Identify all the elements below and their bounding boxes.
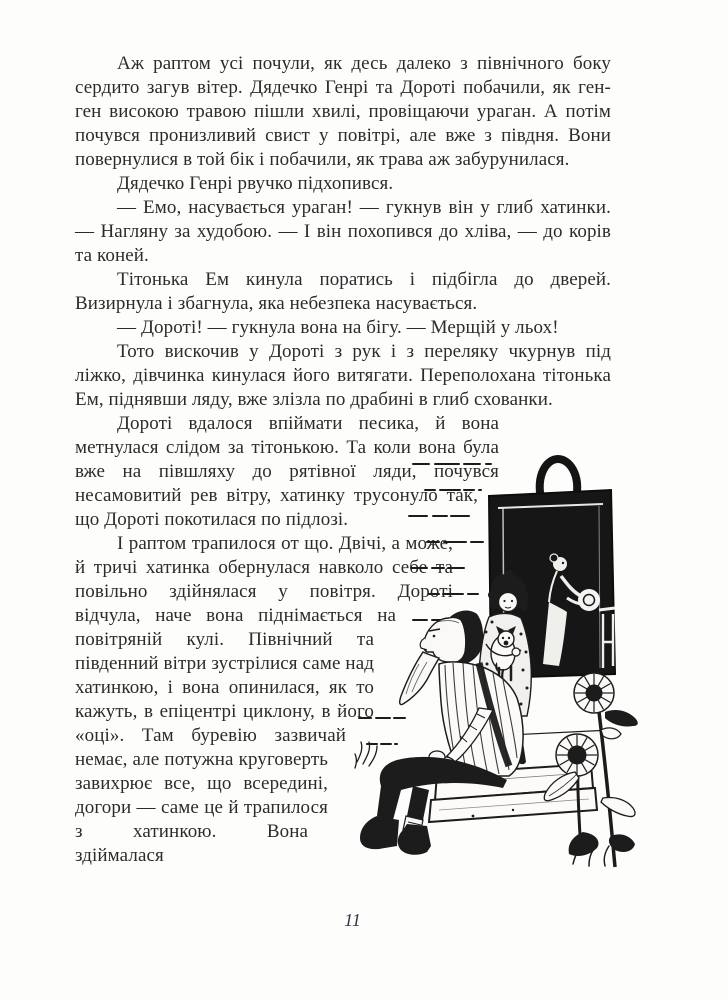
paragraph: Тітонька Ем кинула поратись і підбігла до дверей. Визирнула і збагнула, яка небезпека насувається. xyxy=(75,269,611,314)
paragraph: І раптом трапилося от що. Двічі, а може, й тричі хатинка обернулася навколо себе та повільно здійнялася у повітря. Дороті відчула, наче вона піднімається на повітряній кулі. Північний та південний вітри зустрілися саме над хатинкою, і вона опинилася, як то кажуть, в епіцентрі циклону, в його «оці». Там буревію зазвичай немає, але потужна круговерть завихрює все, що всередині, догори — саме це й трапилося з хатинкою. Вона здіймалася xyxy=(75,533,453,866)
page-number: 11 xyxy=(344,910,361,930)
paragraph: Тото вискочив у Дороті з рук і з переляку чкурнув під ліжко, дівчинка кинулася його витягати. Переполохана тітонька Ем, піднявши ляду, вже злізла по драбині в глиб схованки. xyxy=(75,341,611,410)
paragraph: — Дороті! — гукнула вона на бігу. — Мерщій у льох! xyxy=(117,317,559,338)
grass-tufts xyxy=(355,742,377,768)
paragraph: Аж раптом усі почули, як десь далеко з північного боку сердито загув вітер. Дядечко Генрі та Дороті побачили, як ген-ген високою травою пішли хвилі, провіщаючи ураган. А потім почувся пронизливий свист у повітрі, але вже з півдня. Вони повернулися в той бік і побачили, як трава аж забурунилася. xyxy=(75,53,611,170)
paragraph: Дядечко Генрі рвучко підхопився. xyxy=(117,173,394,194)
sunflower-head xyxy=(574,673,614,713)
paragraph: — Емо, насувається ураган! — гукнув він у глиб хатинки. — Нагляну за худобою. — І він похопився до хліва, — до корів та коней. xyxy=(75,197,611,266)
body-text xyxy=(75,52,611,940)
text-wrap-spacer xyxy=(499,436,611,484)
sunflower-head xyxy=(556,734,598,776)
story-illustration xyxy=(353,412,643,872)
paragraph: Дороті вдалося впіймати песика, й вона метнулася слідом за тітонькою. Та коли вона була вже на півшляху до рятівної ляди, почувся несамовитий рев вітру, хатинку трусонуло так, що Дороті покотилася по підлозі. xyxy=(75,413,499,530)
